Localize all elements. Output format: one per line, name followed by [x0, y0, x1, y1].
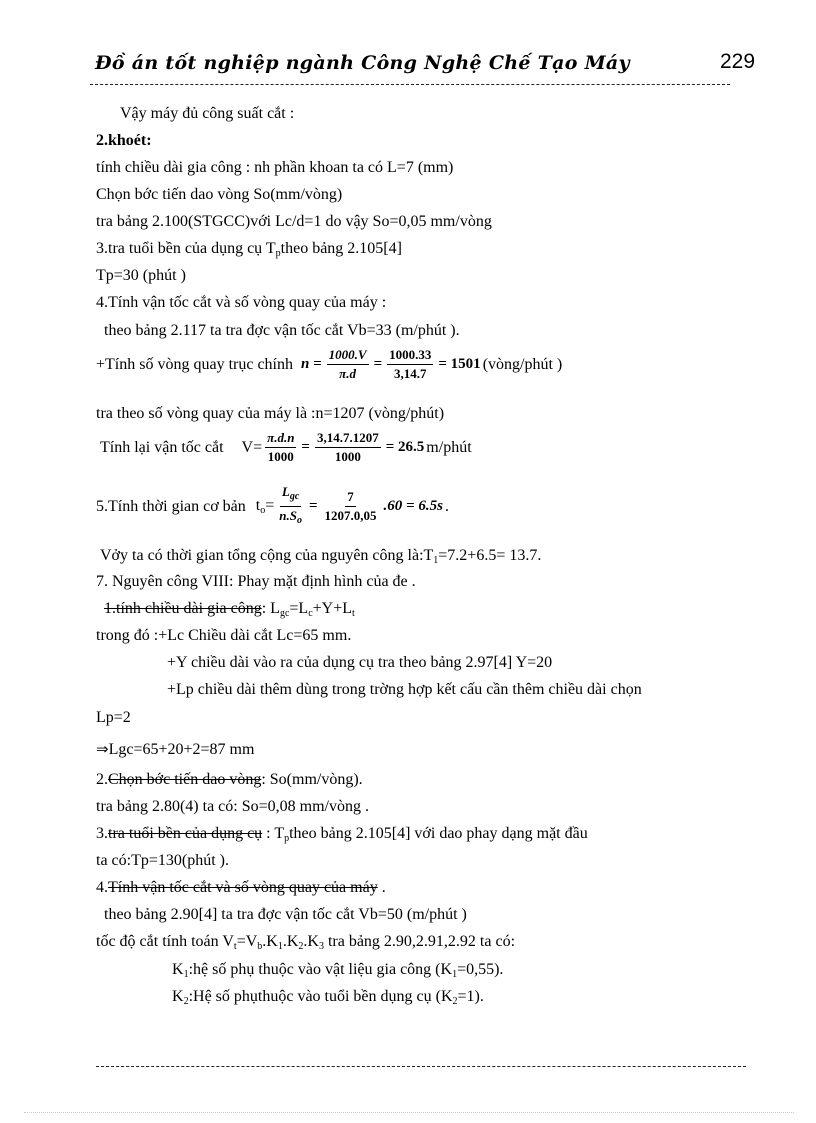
page-edge-dots — [24, 1112, 794, 1113]
text-run: . — [377, 879, 386, 896]
fraction-numerator: 3,14.7.1207 — [315, 430, 381, 448]
struck-text: tra tuổi bền của dụng cụ — [108, 825, 263, 842]
equation-unit: (vòng/phút ) — [482, 355, 563, 373]
equals-sign: = — [301, 439, 310, 455]
fraction-numerator: π.d.n — [265, 430, 296, 448]
text-run: .K — [303, 933, 319, 950]
equation-result: = 1501 — [438, 356, 481, 372]
subscript: b — [257, 941, 263, 952]
text-line: tra bảng 2.100(STGCC)với Lc/d=1 do vậy So=0,05 mm/vòng — [96, 213, 492, 230]
text-line — [96, 739, 254, 760]
fraction-numerator — [280, 484, 301, 507]
text-run: theo bảng 2.105[4] — [280, 240, 402, 257]
fraction-numerator: 7 — [345, 489, 356, 507]
fraction — [327, 347, 369, 382]
text-run: = — [265, 497, 275, 514]
header-divider — [90, 84, 730, 85]
equation-lhs: n = — [301, 356, 322, 372]
header-title: Đồ án tốt nghiệp ngành Công Nghệ Chế Tạo Máy — [95, 52, 630, 74]
text-line: Lp=2 — [96, 709, 131, 726]
text-run: Lgc=65+20+2=87 mm — [108, 741, 255, 758]
text-run: : So(mm/vòng). — [261, 771, 363, 788]
text-line: +Y chiều dài vào ra của dụng cụ tra theo bảng 2.97[4] Y=20 — [167, 654, 553, 671]
equation-lhs — [256, 497, 274, 516]
text-run: :hệ số phụ thuộc vào vật liệu gia công (K — [188, 961, 453, 978]
text-run: =7.2+6.5= 13.7. — [438, 547, 542, 564]
fraction — [315, 430, 381, 465]
text-run: n.S — [279, 508, 297, 523]
equation-result: .60 = 6.5s — [383, 498, 443, 514]
equals-sign: = — [373, 356, 383, 372]
fraction — [277, 484, 304, 529]
text-run: =1). — [457, 988, 484, 1005]
subscript: 1 — [433, 555, 439, 566]
text-line: Tp=30 (phút ) — [96, 267, 186, 284]
subscript: t — [233, 941, 237, 952]
text-run: K — [172, 988, 184, 1005]
equation-label: 5.Tính thời gian cơ bản — [96, 497, 246, 515]
text-line — [96, 824, 588, 849]
fraction-denominator: 1000 — [334, 449, 361, 464]
equation-unit: m/phút — [426, 438, 472, 456]
subscript: p — [275, 248, 281, 259]
text-run: tốc độ cắt tính toán V — [96, 933, 234, 950]
subscript: gc — [289, 491, 300, 502]
equation-machining-time — [96, 484, 449, 529]
equation-label: Tính lại vận tốc cắt — [100, 438, 224, 456]
text-line: trong đó :+Lc Chiều dài cắt Lc=65 mm. — [96, 627, 352, 644]
text-line — [96, 770, 363, 790]
fraction-numerator: 1000.V — [327, 347, 369, 365]
fraction-denominator: 1207.0,05 — [324, 508, 377, 523]
text-run: :Hệ số phụthuộc vào tuổi bền dụng cụ (K — [188, 988, 453, 1005]
text-run: Vởy ta có thời gian tổng cộng của nguyên công là:T — [100, 547, 434, 564]
text-run: 3. — [96, 825, 108, 842]
subscript: o — [260, 505, 266, 516]
subscript: p — [284, 833, 290, 844]
text-run: : T — [262, 825, 285, 842]
fraction — [323, 489, 379, 524]
text-line — [172, 960, 503, 985]
text-run: L — [281, 484, 290, 499]
equation-result: = 26.5 — [385, 439, 425, 455]
subscript: 3 — [318, 941, 324, 952]
fraction — [387, 347, 433, 382]
implies-arrow-icon: ⇒ — [96, 740, 109, 758]
text-line — [100, 546, 541, 571]
struck-text: Tính vận tốc cắt và số vòng quay của máy — [108, 879, 378, 896]
page-number: 229 — [720, 50, 756, 73]
equals-sign: = — [308, 498, 318, 514]
equation-cutting-speed — [100, 430, 472, 465]
text-run: =L — [289, 600, 309, 617]
subscript: c — [308, 608, 313, 619]
text-run: =0,55). — [457, 961, 504, 978]
subscript: 1 — [452, 969, 458, 980]
section-heading: 7. Nguyên công VIII: Phay mặt định hình của đe . — [96, 573, 416, 590]
struck-text: 1.tính chiều dài gia công — [104, 600, 262, 617]
text-line: Vậy máy đủ công suất cắt : — [120, 105, 295, 122]
text-line — [172, 987, 484, 1012]
text-line: 4.Tính vận tốc cắt và số vòng quay của máy : — [96, 294, 387, 311]
footer-divider — [96, 1066, 746, 1067]
text-run: tra bảng 2.90,2.91,2.92 ta có: — [323, 933, 516, 950]
text-line — [96, 932, 515, 957]
text-line: Chọn bớc tiến dao vòng So(mm/vòng) — [96, 186, 343, 203]
fraction-numerator: 1000.33 — [387, 347, 433, 365]
subscript: 1 — [183, 969, 189, 980]
subscript: gc — [279, 608, 290, 619]
section-heading: 2.khoét: — [96, 132, 152, 149]
text-line: tính chiều dài gia công : nh phần khoan ta có L=7 (mm) — [96, 159, 454, 176]
fraction-denominator — [277, 507, 304, 529]
text-run: .K — [262, 933, 278, 950]
equation-label: +Tính số vòng quay trục chính — [96, 355, 293, 373]
text-run: 4. — [96, 879, 108, 896]
text-run: 3.tra tuổi bền của dụng cụ T — [96, 240, 276, 257]
text-line — [104, 599, 355, 624]
struck-text: Chọn bớc tiến dao vòng — [108, 771, 262, 788]
equation-lhs: V= — [241, 438, 263, 456]
text-run: : L — [261, 600, 280, 617]
equation-spindle-speed — [96, 347, 562, 382]
fraction-denominator: π.d — [339, 366, 357, 381]
subscript: 1 — [277, 941, 283, 952]
subscript: o — [296, 515, 302, 526]
text-line: ta có:Tp=130(phút ). — [96, 852, 229, 869]
text-run: K — [172, 961, 184, 978]
subscript: 2 — [298, 941, 304, 952]
text-run: 2. — [96, 771, 108, 788]
text-line: +Lp chiều dài thêm dùng trong trờng hợp kết cấu cần thêm chiều dài chọn — [167, 681, 642, 698]
text-run: .K — [282, 933, 299, 950]
text-line: tra theo số vòng quay của máy là :n=1207 (vòng/phút) — [96, 405, 445, 422]
text-line: tra bảng 2.80(4) ta có: So=0,08 mm/vòng . — [96, 798, 369, 815]
text-line — [96, 239, 402, 264]
equation-tail: . — [444, 497, 449, 515]
text-run: =V — [236, 933, 258, 950]
subscript: 2 — [183, 996, 189, 1007]
fraction — [265, 430, 296, 465]
text-run: theo bảng 2.105[4] với dao phay dạng mặt đầu — [289, 825, 588, 842]
text-run: +Y+L — [312, 600, 353, 617]
text-line: theo bảng 2.117 ta tra đợc vận tốc cắt Vb=33 (m/phút ). — [104, 322, 460, 339]
subscript: t — [352, 608, 355, 619]
text-run: t — [255, 497, 261, 514]
text-line — [96, 878, 386, 898]
fraction-denominator: 1000 — [267, 449, 294, 464]
fraction-denominator: 3,14.7 — [394, 366, 427, 381]
text-line: theo bảng 2.90[4] ta tra đợc vận tốc cắt Vb=50 (m/phút ) — [104, 906, 467, 923]
subscript: 2 — [452, 996, 458, 1007]
